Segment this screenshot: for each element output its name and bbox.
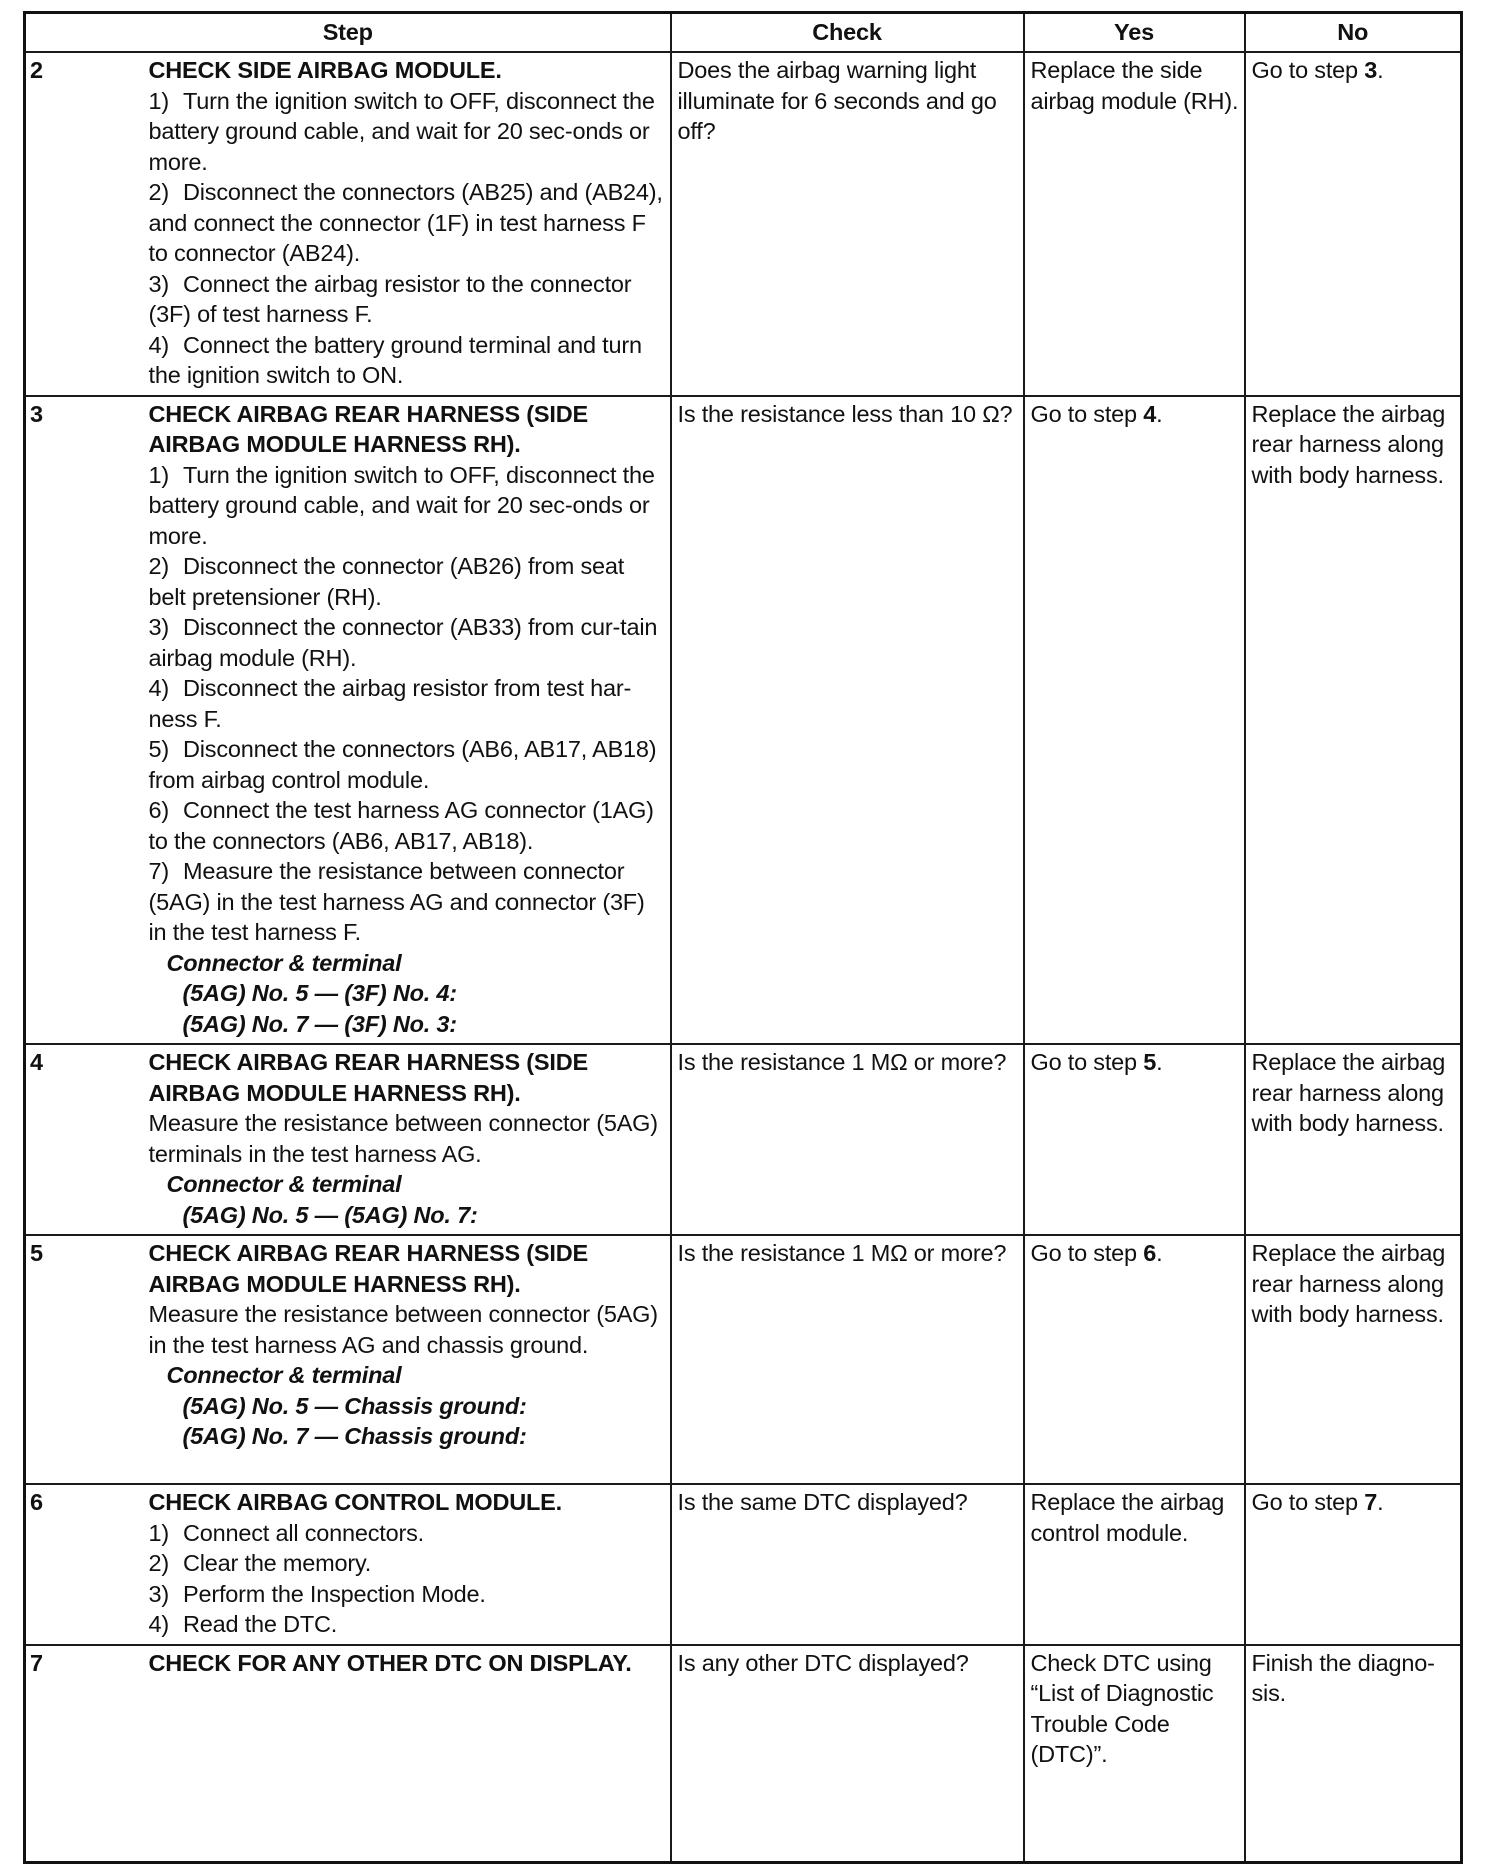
step-instruction: Measure the resistance between connector (5AG) terminals in the test harness AG. [148, 1110, 658, 1167]
step-instruction: 5) Disconnect the connectors (AB6, AB17, AB18) from airbag control module. [148, 736, 657, 793]
step-instruction: 4) Connect the battery ground terminal and turn the ignition switch to ON. [148, 331, 642, 388]
step-instruction: 1) Connect all connectors. [148, 1519, 424, 1546]
no-cell: Go to step 3. [1245, 52, 1462, 396]
step-number: 3 [25, 396, 143, 1045]
step-instruction: 2) Disconnect the connector (AB26) from seat belt pretensioner (RH). [148, 553, 625, 610]
step-instruction: 7) Measure the resistance between connector (5AG) in the test harness AG and connector (3F) in the test harness F. [148, 858, 645, 945]
no-cell: Replace the airbag rear harness along with body harness. [1245, 1235, 1462, 1484]
step-instruction: 2) Disconnect the connectors (AB25) and (AB24), and connect the connector (1F) in test harness F to connector (AB24). [148, 179, 663, 266]
step-title: CHECK FOR ANY OTHER DTC ON DISPLAY. [148, 1649, 632, 1676]
yes-cell: Replace the side airbag module (RH). [1024, 52, 1245, 396]
check-cell: Is the resistance 1 MΩ or more? [671, 1235, 1024, 1484]
yes-cell: Replace the airbag control module. [1024, 1484, 1245, 1645]
yes-cell: Check DTC using “List of Diagnostic Trouble Code (DTC)”. [1024, 1645, 1245, 1863]
step-instruction: 1) Turn the ignition switch to OFF, disconnect the battery ground cable, and wait for 20 sec-onds or more. [148, 87, 655, 175]
header-check: Check [671, 13, 1024, 53]
header-yes: Yes [1024, 13, 1245, 53]
step-content [143, 1645, 671, 1863]
connector-terminal-item: (5AG) No. 5 — (5AG) No. 7: [182, 1201, 478, 1228]
goto-step-number: 4 [1143, 400, 1157, 427]
yes-cell: Go to step 5. [1024, 1044, 1245, 1235]
step-number: 6 [25, 1484, 143, 1645]
table-row [25, 1645, 1462, 1863]
table-row [25, 52, 1462, 396]
step-instruction: 3) Disconnect the connector (AB33) from cur-tain airbag module (RH). [148, 614, 658, 671]
step-content [143, 396, 671, 1045]
step-title: CHECK AIRBAG CONTROL MODULE. [148, 1489, 562, 1515]
step-instruction: Measure the resistance between connector (5AG) in the test harness AG and chassis ground. [148, 1301, 658, 1358]
diagnostic-table [23, 11, 1463, 1864]
step-number: 5 [25, 1235, 143, 1484]
step-content [143, 1235, 671, 1484]
step-title: CHECK AIRBAG REAR HARNESS (SIDE AIRBAG MODULE HARNESS RH). [148, 1049, 588, 1106]
check-cell: Is any other DTC displayed? [671, 1645, 1024, 1863]
no-cell: Replace the airbag rear harness along with body harness. [1245, 1044, 1462, 1235]
goto-step-number: 7 [1364, 1489, 1378, 1515]
check-cell: Is the same DTC displayed? [671, 1484, 1024, 1645]
step-instruction: 3) Connect the airbag resistor to the connector (3F) of test harness F. [148, 270, 632, 327]
header-step: Step [25, 13, 671, 53]
goto-step-number: 6 [1143, 1240, 1157, 1266]
yes-cell: Go to step 4. [1024, 396, 1245, 1045]
check-cell: Is the resistance less than 10 Ω? [671, 396, 1024, 1045]
connector-terminal-title: Connector & terminal [166, 1171, 402, 1197]
step-title: CHECK SIDE AIRBAG MODULE. [148, 57, 502, 83]
connector-terminal-item: (5AG) No. 7 — Chassis ground: [182, 1423, 527, 1449]
check-cell: Is the resistance 1 MΩ or more? [671, 1044, 1024, 1235]
connector-terminal-item: (5AG) No. 5 — (3F) No. 4: [182, 980, 457, 1006]
step-number: 7 [25, 1645, 143, 1863]
no-cell: Replace the airbag rear harness along with body harness. [1245, 396, 1462, 1045]
connector-terminal-title: Connector & terminal [166, 949, 402, 976]
step-instruction: 4) Read the DTC. [148, 1611, 338, 1637]
table-row [25, 396, 1462, 1045]
step-instruction: 6) Connect the test harness AG connector (1AG) to the connectors (AB6, AB17, AB18). [148, 797, 654, 854]
goto-step-number: 5 [1143, 1049, 1157, 1075]
yes-cell: Go to step 6. [1024, 1235, 1245, 1484]
connector-terminal-item: (5AG) No. 5 — Chassis ground: [182, 1392, 527, 1419]
connector-terminal-item: (5AG) No. 7 — (3F) No. 3: [182, 1010, 457, 1037]
step-title: CHECK AIRBAG REAR HARNESS (SIDE AIRBAG MODULE HARNESS RH). [148, 400, 588, 457]
step-content [143, 1044, 671, 1235]
no-cell: Go to step 7. [1245, 1484, 1462, 1645]
step-title: CHECK AIRBAG REAR HARNESS (SIDE AIRBAG MODULE HARNESS RH). [148, 1240, 588, 1297]
table-header-row [25, 13, 1462, 53]
step-instruction: 1) Turn the ignition switch to OFF, disconnect the battery ground cable, and wait for 20 sec-onds or more. [148, 461, 655, 549]
goto-step-number: 3 [1364, 57, 1378, 83]
step-instruction: 2) Clear the memory. [148, 1550, 372, 1576]
connector-terminal-title: Connector & terminal [166, 1362, 402, 1388]
header-no: No [1245, 13, 1462, 53]
table-row [25, 1235, 1462, 1484]
step-instruction: 3) Perform the Inspection Mode. [148, 1580, 486, 1607]
step-content [143, 1484, 671, 1645]
table-row [25, 1484, 1462, 1645]
no-cell: Finish the diagno-sis. [1245, 1645, 1462, 1863]
step-instruction: 4) Disconnect the airbag resistor from test har-ness F. [148, 675, 632, 732]
table-row [25, 1044, 1462, 1235]
step-content [143, 52, 671, 396]
step-number: 2 [25, 52, 143, 396]
step-number: 4 [25, 1044, 143, 1235]
check-cell: Does the airbag warning light illuminate for 6 seconds and go off? [671, 52, 1024, 396]
